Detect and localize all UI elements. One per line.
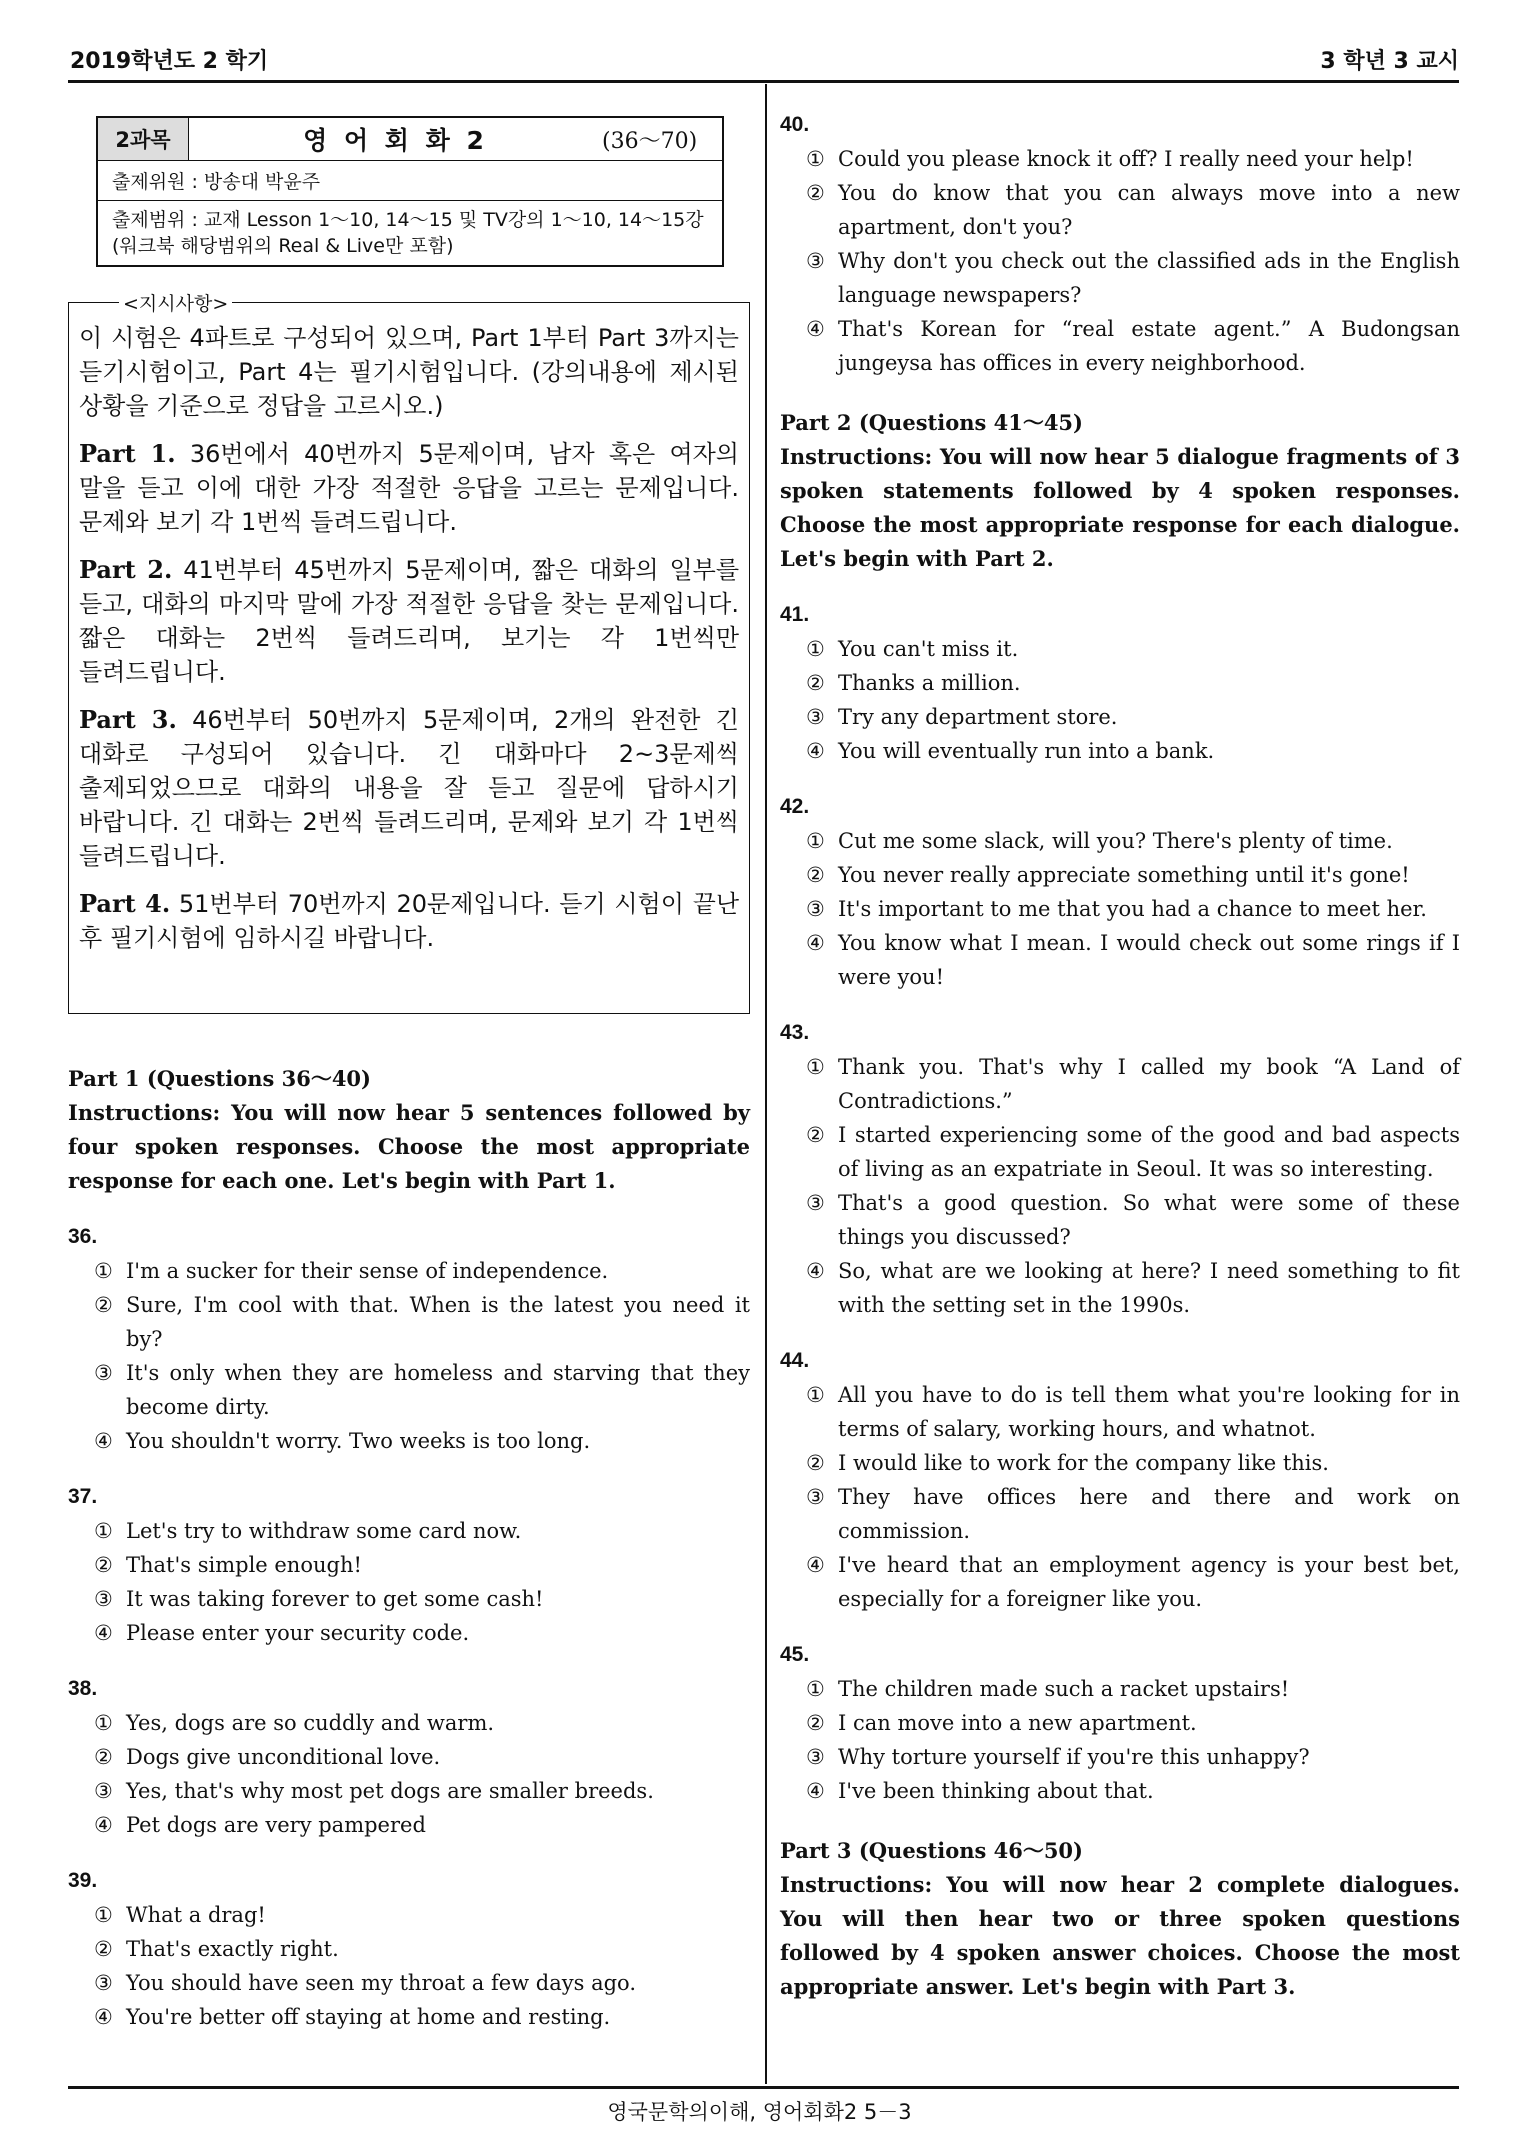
answer-option: [780, 1548, 1460, 1616]
option-number: ①: [806, 147, 825, 171]
option-text: Why don't you check out the classified ads in the English language newspapers?: [838, 249, 1460, 307]
option-text: Sure, I'm cool with that. When is the latest you need it by?: [126, 1293, 750, 1351]
instructions-part-text: 51번부터 70번까지 20문제입니다. 듣기 시험이 끝난 후 필기시험에 임하시길 바랍니다.: [79, 890, 739, 952]
instructions-part: [79, 887, 739, 955]
answer-option: [780, 1378, 1460, 1446]
exam-scope: 출제범위 : 교재 Lesson 1～10, 14～15 및 TV강의 1～10, 14～15강(워크북 해당범위의 Real & Live만 포함): [112, 209, 704, 257]
answer-option: [780, 926, 1460, 994]
option-number: ①: [94, 1519, 113, 1543]
answer-option: [780, 1740, 1460, 1774]
option-number: ④: [806, 931, 825, 955]
option-number: ①: [806, 1677, 825, 1701]
answer-option: [780, 1446, 1460, 1480]
question-44: [780, 1344, 1460, 1616]
instructions-part-text: 41번부터 45번까지 5문제이며, 짧은 대화의 일부를 듣고, 대화의 마지막 말에 가장 적절한 응답을 찾는 문제입니다. 짧은 대화는 2번씩 들려드리며, 보기는 각 1번씩만 들려드립니다.: [79, 556, 740, 686]
question-number: 43.: [780, 1021, 810, 1044]
column-divider: [765, 84, 767, 2084]
answer-option: [68, 1898, 750, 1932]
question-number: 39.: [68, 1869, 98, 1892]
option-number: ③: [806, 1191, 825, 1215]
option-number: ③: [94, 1971, 113, 1995]
option-number: ②: [806, 863, 825, 887]
option-text: You will eventually run into a bank.: [838, 739, 1215, 763]
option-number: ④: [94, 1813, 113, 1837]
grade-period: 3 학년 3 교시: [1320, 49, 1459, 74]
answer-option: [780, 858, 1460, 892]
option-number: ②: [806, 1711, 825, 1735]
part2-heading: Part 2 (Questions 41～45): [780, 410, 1083, 435]
option-number: ①: [806, 637, 825, 661]
instructions-part-label: Part 2.: [79, 555, 173, 584]
question-42: [780, 790, 1460, 994]
answer-option: [68, 1424, 750, 1458]
question-37: [68, 1480, 750, 1650]
option-text: That's exactly right.: [126, 1937, 339, 1961]
answer-option: [780, 700, 1460, 734]
option-number: ④: [94, 2005, 113, 2029]
instructions-part: [79, 437, 739, 539]
option-text: Yes, dogs are so cuddly and warm.: [126, 1711, 495, 1735]
answer-option: [780, 1706, 1460, 1740]
page-footer: 영국문학의이해, 영어회화2 5－3: [607, 2100, 912, 2124]
option-number: ④: [806, 739, 825, 763]
answer-option: [780, 666, 1460, 700]
question-41: [780, 598, 1460, 768]
answer-option: [780, 1050, 1460, 1118]
question-number: 45.: [780, 1643, 810, 1666]
top-rule: [68, 80, 1459, 83]
option-text: I would like to work for the company like this.: [838, 1451, 1329, 1475]
answer-option: [68, 1966, 750, 2000]
instructions-part: [79, 553, 739, 689]
answer-option: [780, 176, 1460, 244]
option-number: ③: [806, 1485, 825, 1509]
answer-option: [68, 2000, 750, 2034]
question-number: 40.: [780, 113, 810, 136]
answer-option: [780, 312, 1460, 380]
question-number: 37.: [68, 1485, 98, 1508]
instructions-part: [79, 703, 739, 873]
option-text: Cut me some slack, will you? There's plenty of time.: [838, 829, 1393, 853]
option-number: ③: [94, 1361, 113, 1385]
option-text: Try any department store.: [838, 705, 1118, 729]
option-number: ②: [94, 1553, 113, 1577]
option-number: ③: [806, 897, 825, 921]
option-number: ①: [806, 1055, 825, 1079]
answer-option: [68, 1616, 750, 1650]
option-text: You should have seen my throat a few days ago.: [126, 1971, 636, 1995]
option-text: The children made such a racket upstairs!: [838, 1677, 1290, 1701]
answer-option: [780, 632, 1460, 666]
part1-instructions: Instructions: You will now hear 5 sentences followed by four spoken responses. Choose the most appropriate response for each one. Let's begin with Part 1.: [68, 1100, 750, 1193]
question-45: [780, 1638, 1460, 1808]
option-text: What a drag!: [126, 1903, 266, 1927]
answer-option: [68, 1774, 750, 1808]
answer-option: [68, 1932, 750, 1966]
instructions-part-label: Part 1.: [79, 439, 176, 468]
option-number: ③: [94, 1587, 113, 1611]
answer-option: [780, 142, 1460, 176]
instructions-part-label: Part 4.: [79, 889, 171, 918]
option-text: I can move into a new apartment.: [838, 1711, 1197, 1735]
option-text: I've been thinking about that.: [838, 1779, 1154, 1803]
question-range: (36～70): [602, 128, 698, 154]
option-text: You shouldn't worry. Two weeks is too long.: [126, 1429, 591, 1453]
option-text: You know what I mean. I would check out some rings if I were you!: [838, 931, 1460, 989]
option-text: Could you please knock it off? I really need your help!: [838, 147, 1414, 171]
option-number: ④: [806, 1553, 825, 1577]
question-number: 36.: [68, 1225, 98, 1248]
part3-heading: Part 3 (Questions 46～50): [780, 1838, 1083, 1863]
option-text: That's Korean for “real estate agent.” A Budongsan jungeysa has offices in every neighborhood.: [838, 317, 1460, 375]
option-text: All you have to do is tell them what you're looking for in terms of salary, working hours, and whatnot.: [838, 1383, 1460, 1441]
instructions-label: <지시사항>: [119, 289, 232, 316]
option-text: Pet dogs are very pampered: [126, 1813, 426, 1837]
option-number: ①: [94, 1259, 113, 1283]
option-text: You're better off staying at home and resting.: [126, 2005, 611, 2029]
instructions-part-text: 46번부터 50번까지 5문제이며, 2개의 완전한 긴 대화로 구성되어 있습니다. 긴 대화마다 2~3문제씩 출제되었으므로 대화의 내용을 잘 듣고 질문에 답하시기 바랍니다. 긴 대화는 2번씩 들려드리며, 문제와 보기 각 1번씩 들려드립니다.: [79, 706, 740, 870]
option-text: So, what are we looking at here? I need something to fit with the setting set in the 1990s.: [838, 1259, 1460, 1317]
answer-option: [68, 1356, 750, 1424]
option-number: ④: [806, 1259, 825, 1283]
option-number: ②: [94, 1745, 113, 1769]
option-text: You can't miss it.: [838, 637, 1019, 661]
answer-option: [780, 1672, 1460, 1706]
option-number: ②: [806, 1451, 825, 1475]
option-number: ③: [806, 249, 825, 273]
option-text: Yes, that's why most pet dogs are smaller breeds.: [126, 1779, 654, 1803]
answer-option: [68, 1808, 750, 1842]
option-text: Thanks a million.: [838, 671, 1021, 695]
option-text: Let's try to withdraw some card now.: [126, 1519, 522, 1543]
exam-term: 2019학년도 2 학기: [70, 49, 269, 74]
question-40: [780, 108, 1460, 380]
answer-option: [780, 824, 1460, 858]
option-text: You never really appreciate something until it's gone!: [838, 863, 1410, 887]
option-number: ④: [94, 1621, 113, 1645]
instructions-box: [68, 293, 750, 1014]
instructions-part-label: Part 3.: [79, 705, 177, 734]
instructions-intro: 이 시험은 4파트로 구성되어 있으며, Part 1부터 Part 3까지는 듣기시험이고, Part 4는 필기시험입니다. (강의내용에 제시된 상황을 기준으로 정답을 고르시오.): [79, 324, 739, 420]
answer-option: [68, 1740, 750, 1774]
answer-option: [68, 1514, 750, 1548]
answer-option: [780, 1186, 1460, 1254]
option-text: I'm a sucker for their sense of independence.: [126, 1259, 609, 1283]
answer-option: [68, 1706, 750, 1740]
instructions-part-text: 36번에서 40번까지 5문제이며, 남자 혹은 여자의 말을 듣고 이에 대한 가장 적절한 응답을 고르는 문제입니다. 문제와 보기 각 1번씩 들려드립니다.: [79, 440, 739, 536]
option-number: ③: [806, 705, 825, 729]
option-number: ④: [806, 1779, 825, 1803]
answer-option: [780, 734, 1460, 768]
option-text: Thank you. That's why I called my book “A Land of Contradictions.”: [838, 1055, 1460, 1113]
option-number: ②: [806, 181, 825, 205]
question-38: [68, 1672, 750, 1842]
answer-option: [68, 1288, 750, 1356]
option-text: It's important to me that you had a chance to meet her.: [838, 897, 1427, 921]
question-number: 42.: [780, 795, 810, 818]
option-number: ①: [94, 1711, 113, 1735]
option-number: ②: [806, 671, 825, 695]
option-text: They have offices here and there and work on commission.: [838, 1485, 1460, 1543]
part1-heading: Part 1 (Questions 36～40): [68, 1066, 371, 1091]
option-text: It's only when they are homeless and starving that they become dirty.: [126, 1361, 750, 1419]
option-number: ②: [94, 1293, 113, 1317]
option-number: ②: [94, 1937, 113, 1961]
subject-title: 영 어 회 화 2: [303, 126, 488, 155]
option-text: Dogs give unconditional love.: [126, 1745, 441, 1769]
option-text: That's simple enough!: [126, 1553, 362, 1577]
bottom-rule: [68, 2086, 1459, 2089]
option-text: Please enter your security code.: [126, 1621, 470, 1645]
option-text: I started experiencing some of the good and bad aspects of living as an expatriate in Seoul. It was so interesting.: [838, 1123, 1460, 1181]
option-number: ①: [94, 1903, 113, 1927]
question-number: 41.: [780, 603, 810, 626]
option-number: ③: [806, 1745, 825, 1769]
question-number: 44.: [780, 1349, 810, 1372]
option-text: It was taking forever to get some cash!: [126, 1587, 544, 1611]
part3-instructions: Instructions: You will now hear 2 complete dialogues. You will then hear two or three spoken questions followed by 4 spoken answer choices. Choose the most appropriate answer. Let's begin with Part 3.: [780, 1872, 1460, 1999]
option-number: ④: [94, 1429, 113, 1453]
question-36: [68, 1220, 750, 1458]
answer-option: [68, 1582, 750, 1616]
option-number: ③: [94, 1779, 113, 1803]
answer-option: [780, 1480, 1460, 1548]
subject-box: [96, 116, 724, 267]
option-text: You do know that you can always move into a new apartment, don't you?: [838, 181, 1460, 239]
answer-option: [68, 1254, 750, 1288]
answer-option: [780, 1254, 1460, 1322]
question-number: 38.: [68, 1677, 98, 1700]
answer-option: [780, 1118, 1460, 1186]
question-43: [780, 1016, 1460, 1322]
option-number: ④: [806, 317, 825, 341]
exam-writer: 출제위원 : 방송대 박윤주: [98, 161, 722, 201]
option-number: ②: [806, 1123, 825, 1147]
option-text: That's a good question. So what were some of these things you discussed?: [838, 1191, 1460, 1249]
part2-instructions: Instructions: You will now hear 5 dialogue fragments of 3 spoken statements followed by 4 spoken responses. Choose the most appropriate response for each dialogue. Let's begin with Part 2.: [780, 444, 1460, 571]
answer-option: [780, 1774, 1460, 1808]
option-number: ①: [806, 829, 825, 853]
answer-option: [780, 244, 1460, 312]
answer-option: [780, 892, 1460, 926]
subject-code: 2과목: [98, 118, 189, 160]
question-39: [68, 1864, 750, 2034]
option-number: ①: [806, 1383, 825, 1407]
option-text: I've heard that an employment agency is your best bet, especially for a foreigner like you.: [838, 1553, 1460, 1611]
answer-option: [68, 1548, 750, 1582]
option-text: Why torture yourself if you're this unhappy?: [838, 1745, 1310, 1769]
